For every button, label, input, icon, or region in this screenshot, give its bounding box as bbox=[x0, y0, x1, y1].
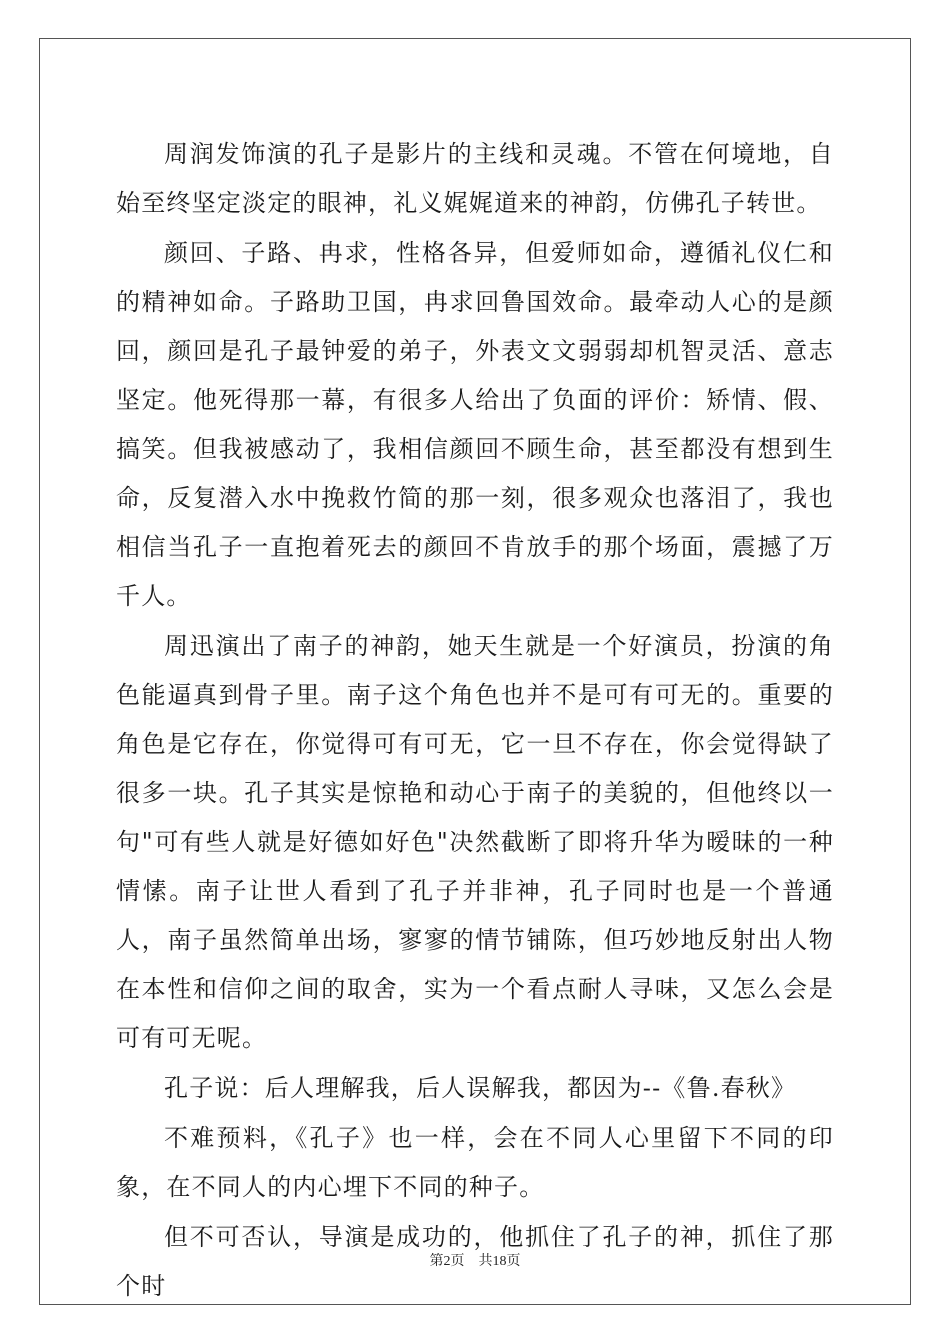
paragraph: 不难预料，《孔子》也一样，会在不同人心里留下不同的印象，在不同人的内心埋下不同的种子。 bbox=[116, 1124, 834, 1201]
paragraph: 但不可否认，导演是成功的，他抓住了孔子的神，抓住了那个时 bbox=[116, 1223, 834, 1300]
document-body bbox=[116, 130, 834, 1311]
paragraph: 周润发饰演的孔子是影片的主线和灵魂。不管在何境地，自始至终坚定淡定的眼神，礼义娓娓道来的神韵，仿佛孔子转世。 bbox=[116, 140, 834, 217]
paragraph: 颜回、子路、冉求，性格各异，但爱师如命，遵循礼仪仁和的精神如命。子路助卫国，冉求回鲁国效命。最牵动人心的是颜回，颜回是孔子最钟爱的弟子，外表文文弱弱却机智灵活、意志坚定。他死得那一幕，有很多人给出了负面的评价：矫情、假、搞笑。但我被感动了，我相信颜回不顾生命，甚至都没有想到生命，反复潜入水中挽救竹简的那一刻，很多观众也落泪了，我也相信当孔子一直抱着死去的颜回不肯放手的那个场面，震撼了万千人。 bbox=[116, 239, 834, 610]
paragraph: 周迅演出了南子的神韵，她天生就是一个好演员，扮演的角色能逼真到骨子里。南子这个角色也并不是可有可无的。重要的角色是它存在，你觉得可有可无，它一旦不存在，你会觉得缺了很多一块。孔子其实是惊艳和动心于南子的美貌的，但他终以一句"可有些人就是好德如好色"决然截断了即将升华为暧昧的一种情愫。南子让世人看到了孔子并非神，孔子同时也是一个普通人，南子虽然简单出场，寥寥的情节铺陈，但巧妙地反射出人物在本性和信仰之间的取舍，实为一个看点耐人寻味，又怎么会是可有可无呢。 bbox=[116, 632, 834, 1052]
page-total: 共18页 bbox=[478, 1254, 521, 1269]
paragraph: 孔子说：后人理解我，后人误解我，都因为--《鲁.春秋》 bbox=[164, 1074, 797, 1102]
page-number: 第2页 bbox=[429, 1254, 465, 1269]
page-footer bbox=[0, 1250, 950, 1270]
